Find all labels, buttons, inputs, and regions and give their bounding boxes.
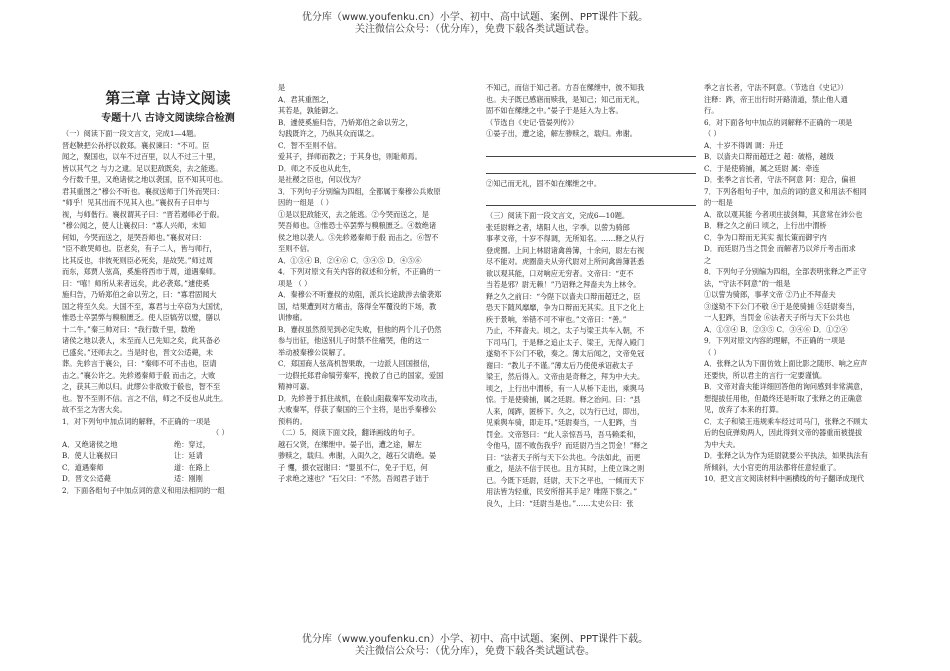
text-line: 子求绝之速也？”石父曰：“不然。吾闻君子诎于 (278, 474, 430, 483)
text-line: 想提拔任用他，但最终还是听取了张释之的正确意 (704, 393, 863, 403)
text-line: 所倾斜，大小官吏的用法都将任意轻重了。 (704, 462, 841, 472)
answer-line[interactable] (486, 144, 696, 157)
text-line: 也。夫子既已感寤而赎我，是知己；知己而无礼， (486, 94, 645, 104)
passage-line: 诸侯之地以袭人，未至而人已先知之矣，此其备必 (62, 336, 221, 345)
passage-line: 良久，上曰：“廷尉当是也。”……太史公曰：张 (486, 498, 634, 508)
option-gloss: 适：刚刚 (174, 474, 203, 483)
text-line: 9．下列对原文内容的理解，不正确的一项是 (704, 336, 846, 345)
question-1: 1．对下列句中加点词的解释，不正确的一项是 (62, 416, 211, 426)
text-line: 6．对下面各句中加点的词解释不正确的一项是 (704, 117, 853, 127)
passage-line: 何如，今哭而送之，是哭吾师也。”襄叔对曰： (62, 232, 206, 242)
text-line: D．张释之认为作为廷尉就要公平执法，如果执法有 (704, 451, 868, 460)
text-line: 其若是，孰能御之。 (278, 106, 343, 115)
text-line: B．遽使奚施归告，乃矫郑伯之命以劳之， (278, 117, 413, 127)
text-line: （二）5．阅读下面文段，翻译画线的句子。 (278, 428, 420, 437)
column-4 (704, 82, 916, 610)
passage-line: 国之将至久矣。大国不至，寡君与士卒窃为大国忧， (62, 301, 228, 311)
question-5b: ②知己而无礼，固不如在缧绁之中。 (486, 178, 602, 188)
text-line: 3．下列句子分别编为四组，全都属于秦穆公兵败原 (278, 186, 441, 196)
page-footer (0, 634, 950, 658)
passage-line: 人来，闻跸，匿桥下。久之，以为行已过，即出， (486, 406, 645, 416)
passage-line: 下司马门，于是释之追止太子、梁王，无得入殿门 (486, 337, 645, 347)
passage-line: 事孝文帝，十岁不得调，无所知名。……释之从行 (486, 234, 645, 243)
text-line: 参与出征，他送别儿子时禁不住痛哭，他的这一 (278, 336, 429, 345)
text-line: C．郑国商人弦高机智果敢，一边派人回国报信， (278, 359, 435, 368)
text-line: 爱其子，择师而教之；于其身也，则耻师焉。 (278, 152, 422, 161)
passage-line: 登虎圈。上问上林尉诸禽兽簿，十余问，尉左右视 (486, 245, 645, 255)
text-line: A．十岁不得调 调：升迁 (704, 140, 784, 150)
passage-line: 尽不能对。虎圈啬夫从旁代尉对上所问禽兽簿甚悉 (486, 257, 645, 266)
text-line: D．先轸善于抓住战机，在殽山阻截秦军发动攻击， (278, 393, 442, 403)
passage-line: 故不至之为害大矣。 (62, 405, 127, 414)
passage-2-continued (486, 82, 696, 140)
text-line: 7．下列各组句子中，加点的词的意义和用法不相同 (704, 186, 867, 196)
passage-line: “师乎！见其出而不见其入也。”襄叔有子曰申与 (62, 198, 210, 207)
text-line: C．于是使骑捕，属之廷尉 属：牵连 (704, 163, 820, 173)
text-line: C．智不至则不信。 (278, 140, 342, 150)
passage-line: 曰：“嘻！师所从来者远矣，此必袭郑。”遽使奚 (62, 278, 210, 288)
passage-line: 惊。于是使骑捕，属之廷尉。释之治问。曰：“县 (486, 395, 641, 404)
text-line: 是 (278, 83, 286, 92)
text-line: 勾践既许之，乃纵其众而谋之。 (278, 129, 379, 138)
passage-line: 当若是邪？尉无赖！”乃诏释之拜啬夫为上林令。 (486, 280, 641, 289)
passage-line: 闻之，聚国也，以车不过百里，以人不过三十里， (62, 152, 221, 161)
passage-line: 令他马，固不败伤我乎？而廷尉乃当之罚金！”释之 (486, 441, 648, 450)
header-line-2: 关注微信公众号：（优分库），免费下载各类试题试卷。 (355, 24, 595, 35)
text-line: ①以訾为骑郎，事孝文帝 ②乃止不拜啬夫 (704, 290, 836, 299)
text-line: 越石父贤，在缧绁中。晏子出，遭之途，解左 (278, 439, 422, 449)
passage-line: 视，与师偕行。襄叔谓其子曰：“晋若遏师必于殽。 (62, 209, 224, 219)
page-header (0, 12, 950, 36)
option-sentence: B．使人让襄叔曰 (62, 451, 118, 460)
option-sentence: C．道遇秦师 (62, 462, 104, 472)
passage-line: 而东，郑贾人弦高，奚施将西市于周，道遇秦师。 (62, 267, 221, 276)
text-line: B．以啬夫口辩而超迁之 超：破格，越级 (704, 152, 834, 161)
text-line: A．秦穆公不听蹇叔的劝阻，派兵长途跋涉去偷袭郑 (278, 290, 442, 299)
passage-line: 已。今既下廷尉，廷尉，天下之平也，一倾而天下 (486, 475, 645, 485)
section-1-heading: （一）阅读下面一段文言文，完成1—4题。 (62, 129, 201, 138)
text-line: 4．下列对原文有关内容的叙述和分析，不正确的一 (278, 267, 441, 276)
text-line: A．①③④ B．②④⑥ C．③④⑤ D．④⑤⑥ (278, 255, 422, 265)
column-3 (486, 82, 696, 610)
answer-option[interactable] (62, 450, 274, 462)
text-line: 国，结果遭到对方痛击，落得全军覆没的下场，教 (278, 301, 437, 311)
passage-line: 已盛矣。”还师去之。当是时也，晋文公适薨，未 (62, 347, 214, 357)
text-line: （ ） (704, 347, 721, 357)
text-line: 一边假托郑君命犒劳秦军，挽救了自己的国家，爱国 (278, 370, 444, 380)
text-line: A．①③④ B．②③⑤ C．③④⑥ D．①②④ (704, 324, 848, 334)
passage-line: ”穆公闻之，使人让襄叔曰：“寡人兴师，未知 (62, 221, 206, 230)
option-sentence: D．晋文公适薨 (62, 474, 111, 483)
passage-line: 惟恐士卒罢弊与糗粮匮乏。使人臣犒劳以璧，膳以 (62, 313, 221, 322)
answer-option[interactable] (62, 439, 274, 451)
text-line: B．释之久之前曰 顷之，上行出中渭桥 (704, 221, 827, 230)
text-line: 举动被秦穆公误解了。 (278, 347, 350, 357)
text-line: ①是以犯敌能灭，去之能逃。②今哭而送之，是 (278, 209, 429, 219)
chapter-title: 第三章 古诗文阅读 (105, 89, 231, 107)
passage-line: 施归告，乃矫郑伯之命以劳之，曰：“寡君固闻大 (62, 290, 217, 299)
section-3-heading: （三）阅读下面一段文言文，完成6—10题。 (486, 211, 630, 220)
text-line: 10．把文言文阅读材料中画横线的句子翻译成现代 (704, 474, 865, 483)
text-line: B．蹇叔虽然预见到必定失败，但他的两个儿子仍然 (278, 324, 442, 334)
text-line: D．张季之言长者，守法不阿意 阿：迎合，偏袒 (704, 175, 856, 184)
text-line: 大败秦军，俘获了秦国的三个主将，是出乎秦穆公 (278, 405, 437, 414)
passage-line: 击之。”襄公许之。先轸遏秦师于殽 而击之，大败 (62, 370, 216, 380)
answer-line[interactable] (486, 193, 696, 206)
passage-line: 君其重图之”穆公不听也。襄叔送师于门外而哭曰： (62, 186, 224, 196)
text-line: 哭吾师也。③惟恐士卒罢弊与糗粮匮乏。④数绝诸 (278, 221, 437, 230)
text-line: 骖赎之，载归。弗谢，入闺久之，越石父请绝。晏 (278, 451, 437, 460)
text-line: ①晏子出，遭之途，解左骖赎之，载归。弗谢。 (486, 129, 637, 138)
text-line: 8．下列句子分别编为四组，全部表明张释之严正守 (704, 267, 867, 276)
text-line: A．张释之认为下面仿效上面比影之随形、响之应声 (704, 359, 868, 368)
text-line: 侯之地以袭人。⑤先轸遏秦师于殽 而击之。⑥智不 (278, 232, 439, 242)
text-line: 的一组是 (704, 198, 733, 207)
passage-line: 十二牛。”秦三帅对曰：“我行数千里，数绝 (62, 324, 196, 334)
text-line: 至则不信。 (278, 244, 314, 253)
passage-line: 乃止，不拜啬夫。顷之，太子与梁王共车入朝，不 (486, 326, 645, 335)
passage-line: 曰：“法者天子所与天下公共也。今法如此，而更 (486, 452, 641, 462)
question-1-options (62, 439, 274, 485)
text-line: D．而廷尉乃当之罚金 而解者乃以斧斤考击而求 (704, 244, 856, 253)
header-line-1: 优分库（www.youfenku.cn）小学、初中、高中试题、案例、PPT课件下载。 (301, 12, 649, 23)
column-1 (62, 82, 274, 610)
text-line: ③遂劾不下公门不敬 ④于是使骑捕 ⑤廷尉奏当， (704, 301, 860, 311)
question-2: 2．下面各组句子中加点词的意义和用法相同的一组 (62, 485, 225, 495)
text-line: B．文帝对啬夫能详细回答他的询问感到非常满意， (704, 382, 868, 391)
column-2 (278, 82, 478, 610)
passage-line: 用法皆为轻重，民安所措其手足？唯陛下察之。” (486, 487, 638, 496)
text-line: 精神可嘉。 (278, 382, 314, 391)
passage-line: 比其反也，非彼死则臣必死矣，是故哭。”师过周 (62, 255, 214, 265)
passage-line: 张廷尉释之者，堵阳人也，字季。以訾为骑郎 (486, 222, 630, 232)
passage-3 (486, 222, 696, 510)
passage-line: 谢曰：“教儿子不谨。”薄太后乃使使承诏赦太子 (486, 360, 634, 370)
passage-line: 释之久之前曰：“今陛下以啬夫口辩而超迁之，臣 (486, 291, 641, 301)
option-sentence: A．又绝诸侯之地 (62, 439, 118, 449)
text-line: 注释：跸，帝王出行时开路清道，禁止他人通 (704, 94, 848, 104)
text-line: 法，“守法不阿意”的一组是 (704, 278, 791, 288)
passage-line: 晋赵鞅把公孙杼以救郑。襄叔谏曰：“不可。臣 (62, 140, 210, 150)
text-line: 固不如在缧绁之中。”晏子于是延入为上客。 (486, 106, 623, 115)
text-line: 行。 (704, 106, 719, 115)
text-line: 因的一组是 （ ） (278, 198, 333, 207)
text-line: 一人犯跸，当罚金 ⑥法者天子所与天下公共也 (704, 313, 851, 322)
topic-title: 专题十八 古诗文阅读综合检测 (101, 113, 235, 124)
text-line: 训惨痛。 (278, 313, 307, 322)
passage-line: 遂劾不下公门不敬，奏之。薄太后闻之，文帝免冠 (486, 349, 645, 358)
text-line: 见，放弃了本来的打算。 (704, 405, 784, 414)
text-line: 季之言长者，守法不阿意。（节选自《史记》） (704, 83, 848, 92)
passage-line: 皆以其气之 与力之逮。足以犯敌既矣，去之能逃。 (62, 163, 223, 173)
answer-line[interactable] (486, 161, 696, 174)
text-line: （节选自《史记·管晏列传》） (486, 117, 579, 127)
question-1-paren: （ ） (212, 428, 229, 437)
text-line: A．欲以观其能 今者项庄拔剑舞，其意常在沛公也 (704, 209, 863, 219)
passage-1 (62, 140, 274, 416)
text-line: 是社稷之臣也，何以伐为？ (278, 175, 365, 184)
passage-line: 欲以观其能，口对响应无穷者。文帝曰：“吏不 (486, 268, 634, 278)
passage-line: 也。智不至则不信。言之不信，师之不反也从此生。 (62, 393, 228, 403)
text-line: （ ） (704, 129, 721, 138)
footer-line-2: 关注微信公众号：（优分库），免费下载各类试题试卷。 (355, 646, 595, 657)
passage-line: 之，获其三帅以归。此缪公非欲败于殽也，智不至 (62, 382, 221, 391)
passage-line: 见乘舆车骑，即走耳。”廷尉奏当，一人犯跸，当 (486, 418, 638, 427)
option-gloss: 绝：穿过， (174, 439, 210, 449)
text-line: 预料的。 (278, 416, 307, 426)
option-gloss: 道：在路上 (174, 462, 210, 472)
text-line: C．太子和梁王违规乘车经过司马门，张释之不顾太 (704, 416, 868, 426)
text-line: 为中大夫。 (704, 439, 740, 449)
answer-option[interactable] (62, 462, 274, 474)
option-gloss: 让：延请 (174, 451, 203, 460)
text-line: A．君其重图之， (278, 94, 334, 104)
answer-option[interactable] (62, 473, 274, 485)
text-line: 之 (704, 255, 712, 265)
text-line: 还要快，所以君主的言行一定要谨慎。 (704, 370, 827, 380)
footer-line-1: 优分库（www.youfenku.cn）小学、初中、高中试题、案例、PPT课件下载。 (301, 634, 649, 645)
passage-line: 顷之，上行出中渭桥，有一人从桥下走出，乘舆马 (486, 383, 645, 393)
text-line: 后的包庇弹劾两人，因此得到文帝的器重而被提拔 (704, 428, 863, 437)
passage-line: 今行数千里，又绝诸侯之地以袭国，臣不知其可也。 (62, 175, 228, 184)
passage-line: 疾于景响，举错不可不审也。”文帝曰：“善。” (486, 314, 627, 324)
passage-line: 梁王，然后得入。文帝由是奇释之，拜为中大夫。 (486, 372, 645, 381)
text-line: D．师之不反也从此生， (278, 163, 356, 173)
text-line: 项是 （ ） (278, 278, 312, 288)
passage-line: 葬。先轸言于襄公，曰：“秦师不可不击也，臣请 (62, 359, 217, 368)
passage-line: “臣不敢哭师也。臣老矣，有子二人，皆与师行， (62, 244, 217, 253)
text-line: 不知己，而信于知己者。方吾在缧绁中，彼不知我 (486, 83, 645, 92)
passage-line: 重之，是法不信于民也。且方其时，上使立诛之则 (486, 464, 645, 473)
text-line: 子 戄，摄衣冠谢曰：“婴虽不仁，免子于厄，何 (278, 462, 428, 472)
text-line: C．争为口辩而无其实 振长策而御宇内 (704, 232, 827, 242)
passage-line: 恐天下随风靡靡，争为口辩而无其实。且下之化上 (486, 303, 645, 312)
passage-line: 罚金。文帝怒曰：“此人亲惊吾马，吾马赖柔和， (486, 429, 641, 439)
